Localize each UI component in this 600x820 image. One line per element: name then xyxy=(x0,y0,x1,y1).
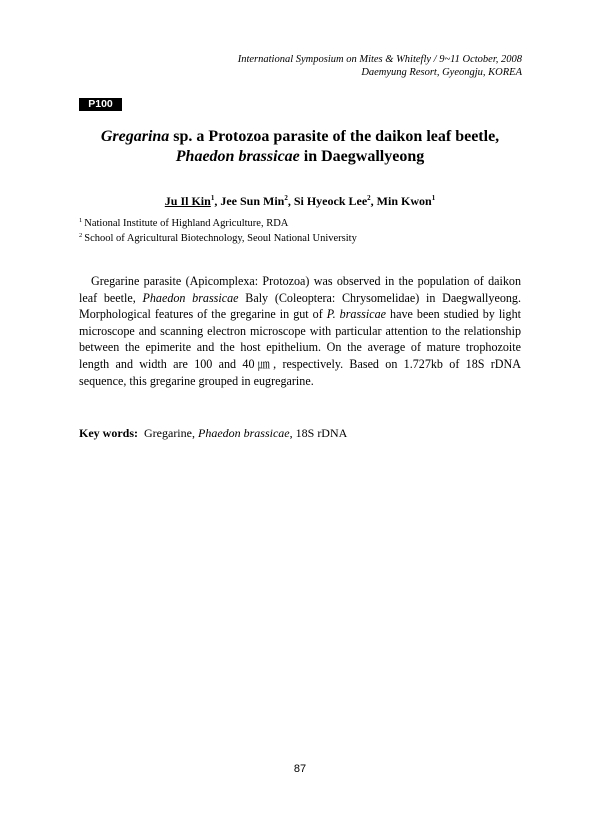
page-number: 87 xyxy=(293,763,307,775)
abstract-text: Baly (Coleoptera: Chrysomelidae) in Daegwallyeong. Morphological features of the gregarine in gut of xyxy=(79,290,521,322)
author xyxy=(220,194,294,208)
title-part1: sp. a Protozoa parasite of the daikon leaf beetle, xyxy=(169,128,500,145)
author-separator: , xyxy=(214,194,221,208)
author-affiliation-mark: 2 xyxy=(284,194,288,202)
author-name: Ju Il Kin xyxy=(164,194,211,208)
conference-title-line: International Symposium on Mites & Whitefly / 9~11 October, 2008 xyxy=(237,54,522,65)
keywords-label: Key words: xyxy=(79,426,138,440)
author-affiliation-mark: 1 xyxy=(210,194,215,202)
author-name: Min Kwon xyxy=(376,194,432,208)
keyword-text: Gregarine, xyxy=(144,426,198,440)
author-name: Si Hyeock Lee xyxy=(293,194,368,208)
conference-venue-line: Daemyung Resort, Gyeongju, KOREA xyxy=(361,67,522,78)
affiliation-number: 1 xyxy=(79,217,83,224)
title-species: Phaedon brassicae xyxy=(175,148,300,165)
abstract-paragraph xyxy=(79,273,521,389)
keyword-text: , 18S rDNA xyxy=(289,426,348,440)
keyword-species: Phaedon brassicae xyxy=(197,426,290,440)
abstract-text: Gregarine parasite (Apicomplexa: Protozoa) was observed in the population of daikon leaf beetle, xyxy=(79,274,521,305)
affiliation-text: School of Agricultural Biotechnology, Seoul National University xyxy=(84,233,357,244)
affiliation-number: 2 xyxy=(79,232,83,239)
author xyxy=(294,194,377,208)
abstract-species: P. brassicae xyxy=(326,307,387,322)
author-separator: , xyxy=(370,194,377,208)
poster-number-badge: P100 xyxy=(79,98,122,111)
author xyxy=(165,194,221,208)
affiliation-text: National Institute of Highland Agriculture, RDA xyxy=(84,218,289,229)
author-affiliation-mark: 2 xyxy=(367,194,371,202)
author-separator: , xyxy=(287,194,294,208)
conference-header xyxy=(238,53,522,79)
keywords xyxy=(79,425,521,441)
affiliation xyxy=(79,217,288,230)
title-genus: Gregarina xyxy=(100,128,170,145)
paper-title xyxy=(60,127,540,167)
author-name: Jee Sun Min xyxy=(220,194,285,208)
author-list xyxy=(60,194,540,209)
abstract-species: Phaedon brassicae xyxy=(142,290,239,305)
affiliation xyxy=(79,232,357,245)
author-affiliation-mark: 1 xyxy=(431,194,436,202)
abstract-text: have been studied by light microscope and scanning electron microscope with particular attention to the relationship between the epimerite and the host epithelium. On the average of mature trophozoite length and width are 100 and 40㎛, respectively. Based on 1.727kb of 18S rDNA sequence, this gregarine grouped in eugregarine. xyxy=(79,307,521,388)
author xyxy=(377,194,436,208)
title-part2: in Daegwallyeong xyxy=(299,148,425,165)
